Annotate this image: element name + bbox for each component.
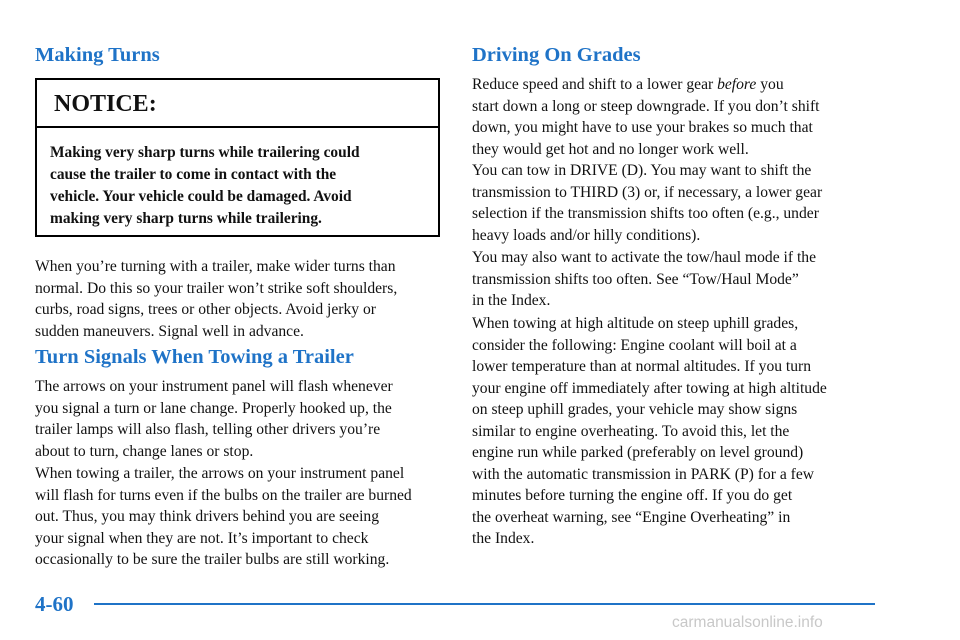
notice-line: vehicle. Your vehicle could be damaged. Avoid bbox=[50, 188, 352, 205]
notice-title: NOTICE: bbox=[54, 91, 157, 117]
text-line: heavy loads and/or hilly conditions). bbox=[472, 226, 701, 244]
emphasis-before: before bbox=[717, 76, 757, 93]
notice-line: cause the trailer to come in contact with the bbox=[50, 166, 337, 183]
driving-on-grades-heading: Driving On Grades bbox=[472, 44, 641, 66]
text-line: lower temperature than at normal altitudes. If you turn bbox=[472, 358, 812, 375]
grades-paragraph-1 bbox=[472, 74, 819, 160]
text-line: transmission shifts too often. See “Tow/Haul Mode” bbox=[472, 270, 799, 288]
turn-signals-paragraph-2 bbox=[35, 463, 412, 571]
text-line: you signal a turn or lane change. Properly hooked up, the bbox=[35, 399, 392, 417]
text-line bbox=[472, 74, 819, 96]
text-line: When you’re turning with a trailer, make wider turns than bbox=[35, 258, 396, 275]
text-line: engine run while parked (preferably on level ground) bbox=[472, 444, 804, 461]
turn-signals-paragraph-1 bbox=[35, 376, 393, 462]
making-turns-paragraph bbox=[35, 256, 397, 342]
grades-paragraph-2 bbox=[472, 160, 822, 246]
text-line: trailer lamps will also flash, telling other drivers you’re bbox=[35, 421, 381, 438]
notice-box bbox=[35, 78, 440, 237]
text-line: will flash for turns even if the bulbs on the trailer are burned bbox=[35, 486, 412, 504]
text-line: start down a long or steep downgrade. If you don’t shift bbox=[472, 97, 820, 115]
text-line: in the Index. bbox=[472, 292, 551, 309]
notice-title-bar bbox=[37, 80, 438, 128]
watermark: carmanualsonline.info bbox=[672, 614, 823, 631]
text-line: on steep uphill grades, your vehicle may show signs bbox=[472, 401, 798, 418]
text-line: You may also want to activate the tow/haul mode if the bbox=[472, 249, 817, 266]
text-line: When towing at high altitude on steep uphill grades, bbox=[472, 315, 799, 332]
text-line: sudden maneuvers. Signal well in advance. bbox=[35, 322, 304, 340]
text-line: they would get hot and no longer work well. bbox=[472, 140, 749, 158]
text-line: about to turn, change lanes or stop. bbox=[35, 442, 254, 460]
footer-rule bbox=[94, 603, 875, 605]
text-line: normal. Do this so your trailer won’t strike soft shoulders, bbox=[35, 279, 398, 297]
grades-paragraph-3 bbox=[472, 247, 816, 312]
text-line: similar to engine overheating. To avoid this, let the bbox=[472, 422, 790, 440]
text-line: curbs, road signs, trees or other objects. Avoid jerky or bbox=[35, 301, 376, 318]
text-line: You can tow in DRIVE (D). You may want to shift the bbox=[472, 162, 812, 179]
text-line: occasionally to be sure the trailer bulbs are still working. bbox=[35, 551, 390, 568]
grades-paragraph-4 bbox=[472, 313, 827, 550]
text-line: with the automatic transmission in PARK (P) for a few bbox=[472, 465, 815, 483]
text-line: the overheat warning, see “Engine Overheating” in bbox=[472, 508, 791, 526]
text-run: Reduce speed and shift to a lower gear bbox=[472, 76, 718, 93]
text-line: your engine off immediately after towing at high altitude bbox=[472, 379, 827, 397]
text-line: transmission to THIRD (3) or, if necessary, a lower gear bbox=[472, 183, 823, 201]
notice-body bbox=[50, 142, 360, 230]
text-line: The arrows on your instrument panel will flash whenever bbox=[35, 378, 393, 395]
text-run: you bbox=[756, 76, 784, 93]
notice-line: Making very sharp turns while trailering could bbox=[50, 144, 360, 161]
text-line: the Index. bbox=[472, 530, 535, 547]
text-line: selection if the transmission shifts too often (e.g., under bbox=[472, 205, 819, 222]
notice-line: making very sharp turns while trailering. bbox=[50, 210, 322, 227]
text-line: your signal when they are not. It’s important to check bbox=[35, 529, 369, 547]
text-line: down, you might have to use your brakes so much that bbox=[472, 119, 813, 136]
text-line: When towing a trailer, the arrows on your instrument panel bbox=[35, 465, 405, 482]
making-turns-heading: Making Turns bbox=[35, 44, 160, 66]
page-number: 4-60 bbox=[35, 592, 74, 616]
text-line: out. Thus, you may think drivers behind you are seeing bbox=[35, 508, 380, 525]
turn-signals-heading: Turn Signals When Towing a Trailer bbox=[35, 346, 354, 368]
text-line: consider the following: Engine coolant will boil at a bbox=[472, 336, 797, 354]
text-line: minutes before turning the engine off. If you do get bbox=[472, 487, 793, 504]
